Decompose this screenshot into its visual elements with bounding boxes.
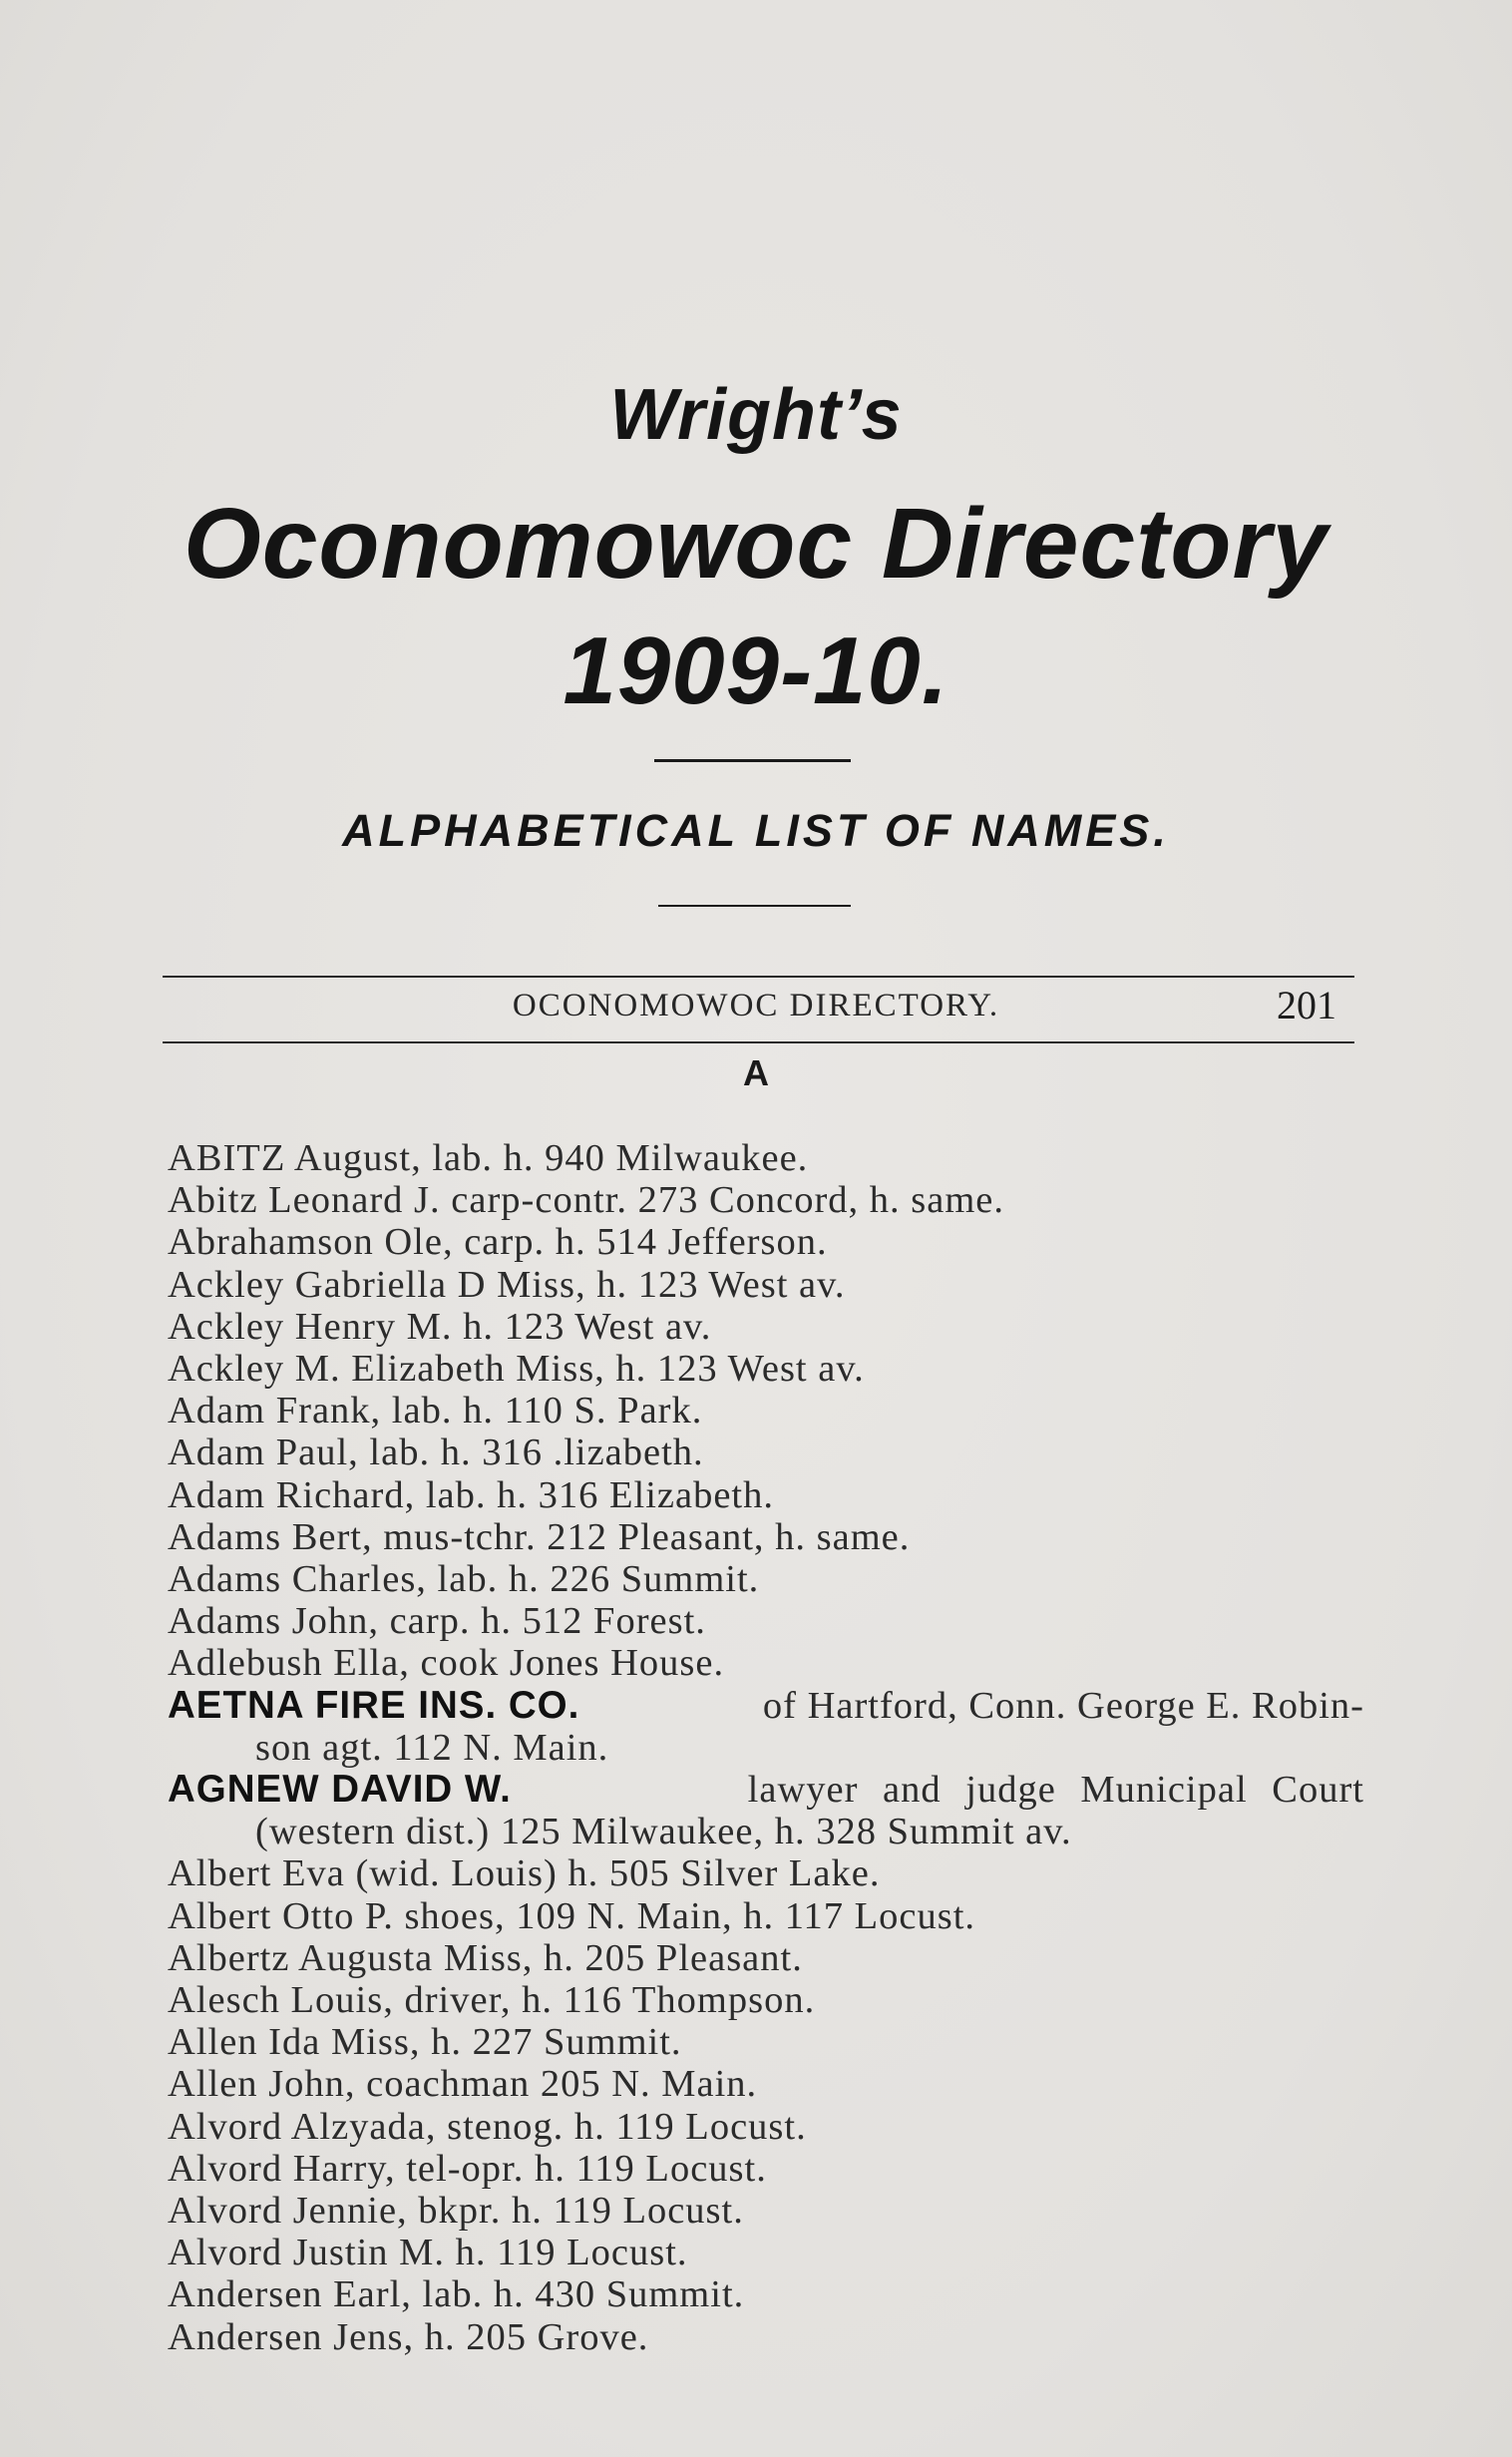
list-item: Adams Bert, mus-tchr. 212 Pleasant, h. same. — [168, 1515, 911, 1558]
title-year: 1909-10. — [563, 617, 949, 724]
list-item: Allen John, coachman 205 N. Main. — [168, 2063, 758, 2106]
title-divider-top — [654, 759, 851, 762]
list-item-continuation: (western dist.) 125 Milwaukee, h. 328 Summit av. — [255, 1811, 1072, 1853]
list-item: Andersen Earl, lab. h. 430 Summit. — [168, 2273, 745, 2316]
list-item-aetna — [168, 1685, 1364, 1727]
page-number: 201 — [1277, 983, 1336, 1027]
list-item: Albert Otto P. shoes, 109 N. Main, h. 117 Locust. — [168, 1894, 976, 1937]
title-publisher: Wright’s — [609, 375, 903, 455]
subtitle: ALPHABETICAL LIST OF NAMES. — [342, 805, 1170, 856]
list-item: Adam Frank, lab. h. 110 S. Park. — [168, 1390, 703, 1433]
list-item: Albert Eva (wid. Louis) h. 505 Silver Lake. — [168, 1852, 881, 1895]
business-name: AETNA FIRE INS. CO. — [168, 1683, 580, 1727]
list-item-continuation: son agt. 112 N. Main. — [255, 1726, 609, 1769]
list-item: Adam Richard, lab. h. 316 Elizabeth. — [168, 1473, 774, 1516]
title-directory: Oconomowoc Directory — [184, 488, 1328, 600]
list-item-agnew — [168, 1769, 1364, 1811]
list-item: Alvord Harry, tel-opr. h. 119 Locust. — [168, 2147, 767, 2190]
list-item: Abitz Leonard J. carp-contr. 273 Concord, h. same. — [168, 1179, 1005, 1222]
person-name: AGNEW DAVID W. — [168, 1768, 512, 1812]
list-item: Alvord Justin M. h. 119 Locust. — [168, 2232, 688, 2274]
list-item: ABITZ August, lab. h. 940 Milwaukee. — [168, 1137, 809, 1179]
list-item: Albertz Augusta Miss, h. 205 Pleasant. — [168, 1936, 803, 1979]
directory-entries — [168, 1137, 1364, 2358]
list-item: Ackley Henry M. h. 123 West av. — [168, 1305, 712, 1348]
list-item: Ackley M. Elizabeth Miss, h. 123 West av. — [168, 1348, 865, 1391]
running-head: OCONOMOWOC DIRECTORY. — [512, 988, 1000, 1024]
entry-text: of Hartford, Conn. George E. Robin- — [762, 1684, 1364, 1727]
list-item: Adam Paul, lab. h. 316 .lizabeth. — [168, 1432, 704, 1474]
list-item: Allen Ida Miss, h. 227 Summit. — [168, 2021, 682, 2064]
list-item: Adlebush Ella, cook Jones House. — [168, 1642, 725, 1685]
list-item: Adams John, carp. h. 512 Forest. — [168, 1600, 706, 1643]
list-item: Alesch Louis, driver, h. 116 Thompson. — [168, 1979, 816, 2022]
list-item: Andersen Jens, h. 205 Grove. — [168, 2315, 649, 2358]
list-item: Alvord Alzyada, stenog. h. 119 Locust. — [168, 2105, 807, 2148]
list-item: Ackley Gabriella D Miss, h. 123 West av. — [168, 1263, 846, 1306]
list-item: Adams Charles, lab. h. 226 Summit. — [168, 1558, 760, 1601]
title-divider-bottom — [658, 905, 851, 907]
header-rule-top — [163, 976, 1354, 978]
entry-text: lawyer and judge Municipal Court — [747, 1769, 1364, 1812]
list-item: Alvord Jennie, bkpr. h. 119 Locust. — [168, 2190, 744, 2233]
list-item: Abrahamson Ole, carp. h. 514 Jefferson. — [168, 1221, 828, 1264]
section-letter: A — [743, 1052, 769, 1093]
header-rule-bottom — [163, 1041, 1354, 1043]
